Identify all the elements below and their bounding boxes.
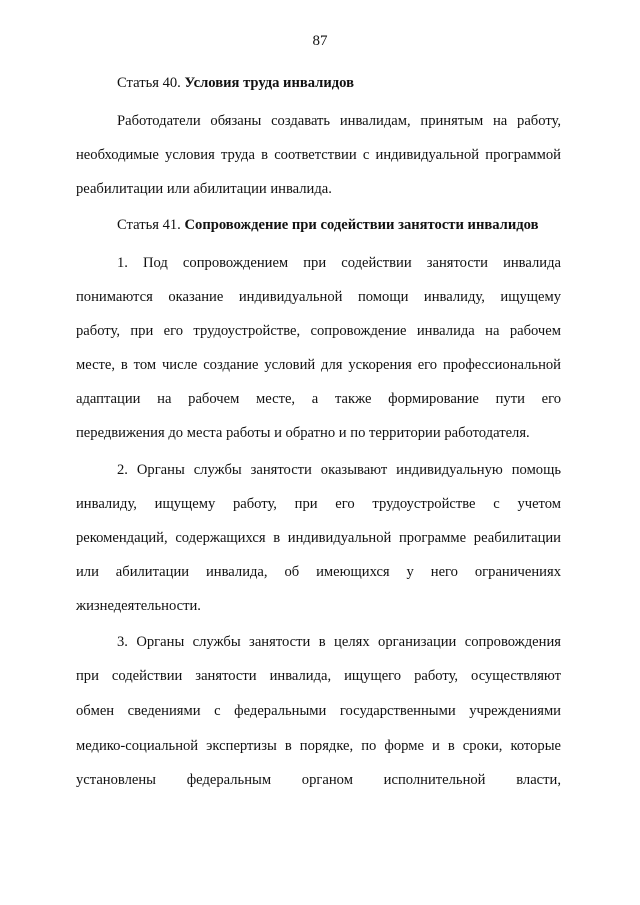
paragraph-3-line: установлены федеральным органом исполнительной власти, [76,772,561,788]
paragraph-2-line: инвалиду, ищущему работу, при его трудоустройстве с учетом [76,496,561,512]
paragraph-3-line: при содействии занятости инвалида, ищущего работу, осуществляют [76,668,561,684]
paragraph-2-line: жизнедеятельности. [76,598,201,614]
article-40-line: реабилитации или абилитации инвалида. [76,181,332,197]
article-40-label: Статья 40. [117,75,181,91]
article-40-line: необходимые условия труда в соответствии с индивидуальной программой [76,147,561,163]
article-41-label: Статья 41. [117,217,181,233]
page-number: 87 [312,33,328,49]
paragraph-2-line: рекомендаций, содержащихся в индивидуальной программе реабилитации [76,530,561,546]
paragraph-2-line: 2. Органы службы занятости оказывают индивидуальную помощь [117,462,561,478]
paragraph-1-line: 1. Под сопровождением при содействии занятости инвалида [117,255,561,271]
article-41-heading [117,215,561,235]
article-40-line: Работодатели обязаны создавать инвалидам, принятым на работу, [117,113,561,129]
article-40-heading [117,73,561,93]
article-41-title: Сопровождение при содействии занятости инвалидов [184,217,539,233]
paragraph-3-line: медико-социальной экспертизы в порядке, по форме и в сроки, которые [76,738,561,754]
paragraph-3-line: обмен сведениями с федеральными государственными учреждениями [76,703,561,719]
paragraph-1-line: понимаются оказание индивидуальной помощи инвалиду, ищущему [76,289,561,305]
article-40-title: Условия труда инвалидов [184,75,354,91]
paragraph-1-line: передвижения до места работы и обратно и по территории работодателя. [76,425,530,441]
paragraph-2-line: или абилитации инвалида, об имеющихся у него ограничениях [76,564,561,580]
paragraph-1-line: месте, в том числе создание условий для ускорения его профессиональной [76,357,561,373]
paragraph-3-line: 3. Органы службы занятости в целях организации сопровождения [117,634,561,650]
paragraph-1-line: работу, при его трудоустройстве, сопровождение инвалида на рабочем [76,323,561,339]
paragraph-1-line: адаптации на рабочем месте, а также формирование пути его [76,391,561,407]
